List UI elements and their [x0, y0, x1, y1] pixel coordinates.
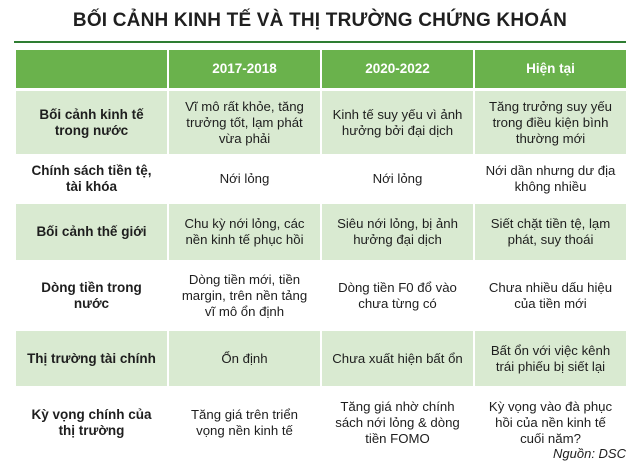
- table-cell: Ổn định: [169, 331, 320, 386]
- row-label-domestic-economy: Bối cảnh kinh tế trong nước: [16, 91, 167, 154]
- table-cell: Vĩ mô rất khỏe, tăng trưởng tốt, lạm phát vừa phải: [169, 91, 320, 154]
- row-label-monetary-fiscal-policy: Chính sách tiền tệ, tài khóa: [16, 157, 167, 201]
- table-cell: Chưa nhiều dấu hiệu của tiền mới: [475, 263, 626, 328]
- table-cell: Nới lỏng: [169, 157, 320, 201]
- comparison-table: [16, 50, 628, 457]
- page-title: BỐI CẢNH KINH TẾ VÀ THỊ TRƯỜNG CHỨNG KHOÁN: [72, 10, 568, 31]
- row-label-financial-market: Thị trường tài chính: [16, 331, 167, 386]
- table-cell: Nới dần nhưng dư địa không nhiều: [475, 157, 626, 201]
- header-corner-cell: [16, 50, 167, 88]
- table-cell: Kỳ vọng vào đà phục hồi của nền kinh tế cuối năm?: [475, 389, 626, 457]
- title-divider: [14, 41, 626, 43]
- row-label-global-context: Bối cảnh thế giới: [16, 204, 167, 260]
- table-cell: Kinh tế suy yếu vì ảnh hưởng bởi đại dịch: [322, 91, 473, 154]
- table-cell: Tăng trưởng suy yếu trong điều kiện bình thường mới: [475, 91, 626, 154]
- table-cell: Chưa xuất hiện bất ổn: [322, 331, 473, 386]
- header-period-current: Hiện tại: [475, 50, 626, 88]
- table-cell: Bất ổn với việc kênh trái phiếu bị siết lại: [475, 331, 626, 386]
- row-label-market-expectation: Kỳ vọng chính của thị trường: [16, 389, 167, 457]
- table-cell: Tăng giá nhờ chính sách nới lỏng & dòng tiền FOMO: [322, 389, 473, 457]
- table-cell: Siết chặt tiền tệ, lạm phát, suy thoái: [475, 204, 626, 260]
- table-cell: Nới lỏng: [322, 157, 473, 201]
- table-cell: Dòng tiền F0 đổ vào chưa từng có: [322, 263, 473, 328]
- header-period-2020-2022: 2020-2022: [322, 50, 473, 88]
- header-period-2017-2018: 2017-2018: [169, 50, 320, 88]
- source-note: Nguồn: DSC: [553, 446, 626, 461]
- table-cell: Tăng giá trên triển vọng nền kinh tế: [169, 389, 320, 457]
- table-cell: Siêu nới lỏng, bị ảnh hưởng đại dịch: [322, 204, 473, 260]
- row-label-domestic-cash-flow: Dòng tiền trong nước: [16, 263, 167, 328]
- table-cell: Dòng tiền mới, tiền margin, trên nền tảng vĩ mô ổn định: [169, 263, 320, 328]
- table-cell: Chu kỳ nới lỏng, các nền kinh tế phục hồi: [169, 204, 320, 260]
